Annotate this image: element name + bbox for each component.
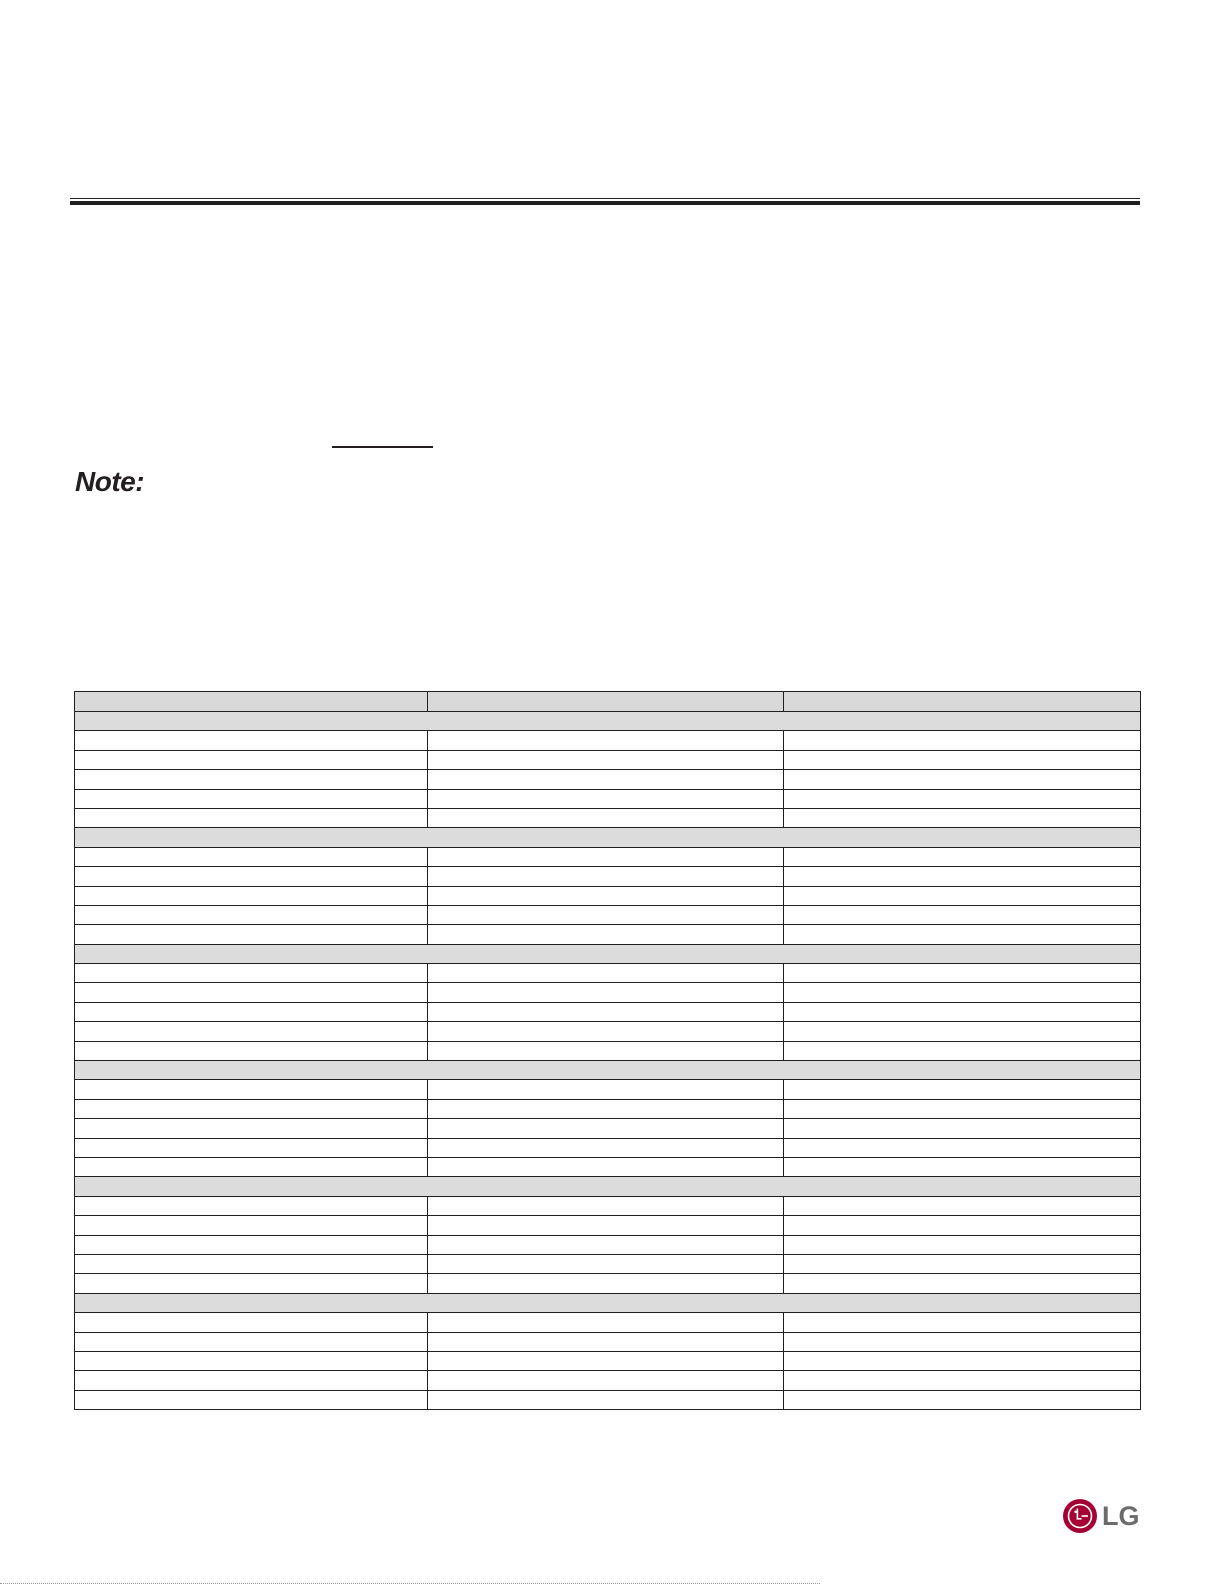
table-cell [428,1099,784,1118]
table-cell [428,789,784,808]
table-cell [428,867,784,886]
table-cell [784,964,1141,983]
table-row [75,964,1141,983]
table-cell [428,1254,784,1273]
lg-face-icon [1062,1498,1098,1534]
table-cell [428,808,784,827]
table-row [75,1371,1141,1390]
table-cell [784,1332,1141,1351]
table-cell [75,1080,428,1099]
table-cell [784,1216,1141,1235]
table-cell [428,1157,784,1176]
table-row [75,847,1141,866]
table-cell [784,1196,1141,1215]
table-cell [75,731,428,750]
table-cell [428,1041,784,1060]
table-cell [428,1080,784,1099]
table-cell [428,750,784,769]
table-cell [75,1390,428,1409]
table-cell [784,1313,1141,1332]
table-row [75,1138,1141,1157]
underline-blank [332,446,433,448]
table-cell [784,1080,1141,1099]
table-cell [428,1138,784,1157]
table-cell [428,1313,784,1332]
table-header-cell [784,692,1141,712]
table-cell [784,808,1141,827]
table-cell [428,905,784,924]
table-cell [428,1002,784,1021]
table-cell [428,1216,784,1235]
table-cell [75,1041,428,1060]
table-cell [784,1099,1141,1118]
table-cell [784,983,1141,1002]
table-section-row [75,1061,1141,1080]
table-cell [75,925,428,944]
table-cell [784,1041,1141,1060]
table-row [75,770,1141,789]
table-section-row [75,944,1141,963]
table-cell [75,1157,428,1176]
table-cell [75,1022,428,1041]
table-cell [428,1022,784,1041]
table-section-title [75,944,1141,963]
header-divider-rule [70,198,1140,206]
table-cell [75,1119,428,1138]
table-cell [75,983,428,1002]
table-section-title [75,1177,1141,1196]
table-section-title [75,712,1141,731]
table-section-title [75,1293,1141,1312]
table-cell [784,1235,1141,1254]
table-cell [784,1022,1141,1041]
table-cell [428,847,784,866]
table-section-title [75,828,1141,847]
table-cell [784,1002,1141,1021]
table-cell [428,1235,784,1254]
table-row [75,1274,1141,1293]
table-cell [784,770,1141,789]
table-cell [75,1002,428,1021]
table-cell [784,886,1141,905]
table-row [75,886,1141,905]
table-section-row [75,1293,1141,1312]
table-row [75,1313,1141,1332]
table-cell [784,1157,1141,1176]
table-row [75,808,1141,827]
table-cell [784,1138,1141,1157]
table-row [75,983,1141,1002]
table-row [75,1157,1141,1176]
table-cell [75,770,428,789]
table-cell [784,1371,1141,1390]
table-section-row [75,712,1141,731]
table-cell [428,925,784,944]
table-row [75,1196,1141,1215]
table-cell [784,1390,1141,1409]
table-row [75,867,1141,886]
spec-table [74,691,1141,1410]
table-cell [784,750,1141,769]
table-cell [75,1351,428,1370]
table-cell [75,867,428,886]
table-cell [784,847,1141,866]
table-cell [428,770,784,789]
table-section-title [75,1061,1141,1080]
table-cell [75,1099,428,1118]
table-cell [784,1351,1141,1370]
table-cell [75,1254,428,1273]
table-cell [75,1235,428,1254]
table-header-cell [75,692,428,712]
table-cell [428,983,784,1002]
table-header-cell [428,692,784,712]
table-cell [428,964,784,983]
table-row [75,1119,1141,1138]
table-cell [428,886,784,905]
table-cell [784,1119,1141,1138]
table-cell [75,886,428,905]
table-cell [75,1332,428,1351]
table-cell [428,731,784,750]
table-cell [75,1274,428,1293]
table-cell [428,1119,784,1138]
table-cell [75,1216,428,1235]
table-cell [784,731,1141,750]
table-cell [75,1138,428,1157]
table-row [75,1099,1141,1118]
table-cell [784,905,1141,924]
table-row [75,1216,1141,1235]
table-cell [784,1254,1141,1273]
table-cell [75,750,428,769]
table-cell [75,789,428,808]
lg-logo [1062,1497,1142,1535]
divider-thick-line [70,201,1140,205]
divider-thin-line [70,198,1140,199]
table-cell [75,847,428,866]
table-cell [784,925,1141,944]
table-row [75,905,1141,924]
table-row [75,925,1141,944]
table-cell [75,964,428,983]
table-row [75,1351,1141,1370]
table-cell [75,905,428,924]
table-row [75,1002,1141,1021]
table-cell [784,789,1141,808]
table-cell [75,1313,428,1332]
table-cell [75,1196,428,1215]
table-row [75,1332,1141,1351]
table-cell [75,1371,428,1390]
table-row [75,1390,1141,1409]
table-cell [784,1274,1141,1293]
table-cell [75,808,428,827]
table-cell [428,1390,784,1409]
table-row [75,750,1141,769]
table-row [75,1235,1141,1254]
table-row [75,731,1141,750]
table-cell [428,1274,784,1293]
table-row [75,1254,1141,1273]
table-row [75,789,1141,808]
table-cell [428,1351,784,1370]
table-body [75,712,1141,1410]
table-row [75,1022,1141,1041]
table-cell [428,1332,784,1351]
table-row [75,1041,1141,1060]
table-section-row [75,1177,1141,1196]
note-label: Note: [75,466,145,497]
table-row [75,1080,1141,1099]
table-header-row [75,692,1141,712]
lg-wordmark: LG [1102,1500,1140,1531]
table-cell [784,867,1141,886]
table-cell [428,1196,784,1215]
table-cell [428,1371,784,1390]
table-section-row [75,828,1141,847]
